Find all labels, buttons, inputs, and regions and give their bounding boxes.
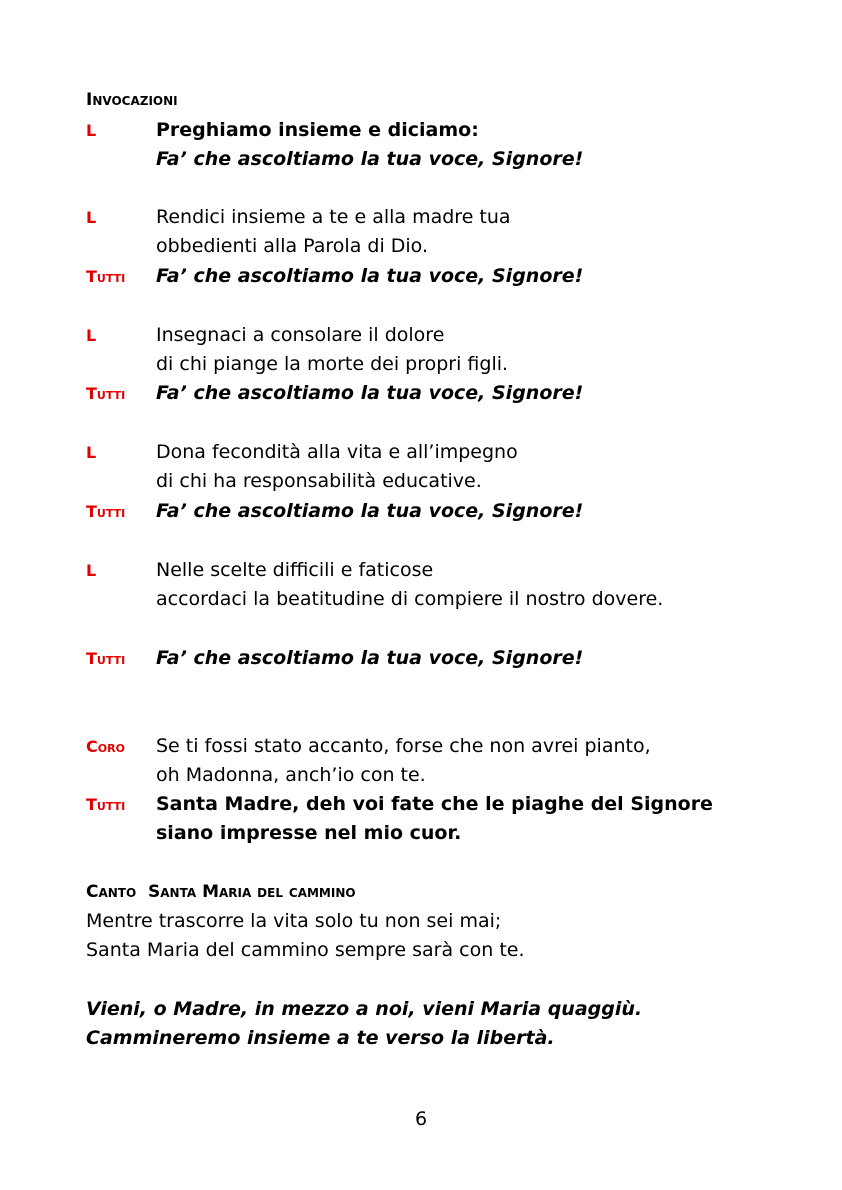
intro-response: Fa’ che ascoltiamo la tua voce, Signore!	[156, 148, 584, 170]
canto-refrain: Cammineremo insieme a te verso la libertà.	[86, 1027, 555, 1049]
invocation-line: di chi ha responsabilità educative.	[156, 470, 482, 492]
coro-response-line: siano impresse nel mio cuor.	[156, 822, 462, 844]
invocazioni-heading: Invocazioni	[86, 90, 178, 110]
invocation-line: Insegnaci a consolare il dolore	[156, 324, 445, 346]
invocation-line: Rendici insieme a te e alla madre tua	[156, 206, 511, 228]
invocation-role: L	[86, 326, 97, 345]
response-text: Fa’ che ascoltiamo la tua voce, Signore!	[156, 647, 584, 669]
response-text: Fa’ che ascoltiamo la tua voce, Signore!	[156, 265, 584, 287]
coro-line: Se ti fossi stato accanto, forse che non avrei pianto,	[156, 735, 651, 757]
invocation-line: obbedienti alla Parola di Dio.	[156, 235, 429, 257]
response-role: Tutti	[86, 384, 126, 403]
canto-refrain: Vieni, o Madre, in mezzo a noi, vieni Maria quaggiù.	[86, 998, 643, 1020]
coro-role: Coro	[86, 737, 125, 756]
response-role: Tutti	[86, 649, 126, 668]
intro-text: Preghiamo insieme e diciamo:	[156, 119, 479, 141]
response-text: Fa’ che ascoltiamo la tua voce, Signore!	[156, 500, 584, 522]
coro-response-line: Santa Madre, deh voi fate che le piaghe del Signore	[156, 793, 713, 815]
page-number: 6	[414, 1108, 428, 1130]
response-role: Tutti	[86, 502, 126, 521]
invocation-role: L	[86, 208, 97, 227]
invocation-role: L	[86, 561, 97, 580]
canto-line: Santa Maria del cammino sempre sarà con te.	[86, 939, 525, 961]
response-text: Fa’ che ascoltiamo la tua voce, Signore!	[156, 382, 584, 404]
canto-heading: Canto Santa Maria del cammino	[86, 882, 356, 902]
invocation-role: L	[86, 443, 97, 462]
invocation-line: Dona fecondità alla vita e all’impegno	[156, 441, 518, 463]
coro-response-role: Tutti	[86, 795, 126, 814]
response-role: Tutti	[86, 267, 126, 286]
canto-line: Mentre trascorre la vita solo tu non sei mai;	[86, 910, 502, 932]
invocation-line: accordaci la beatitudine di compiere il nostro dovere.	[156, 588, 664, 610]
coro-line: oh Madonna, anch’io con te.	[156, 764, 426, 786]
invocation-line: di chi piange la morte dei propri figli.	[156, 353, 509, 375]
intro-role: L	[86, 121, 97, 140]
invocation-line: Nelle scelte difficili e faticose	[156, 559, 434, 581]
